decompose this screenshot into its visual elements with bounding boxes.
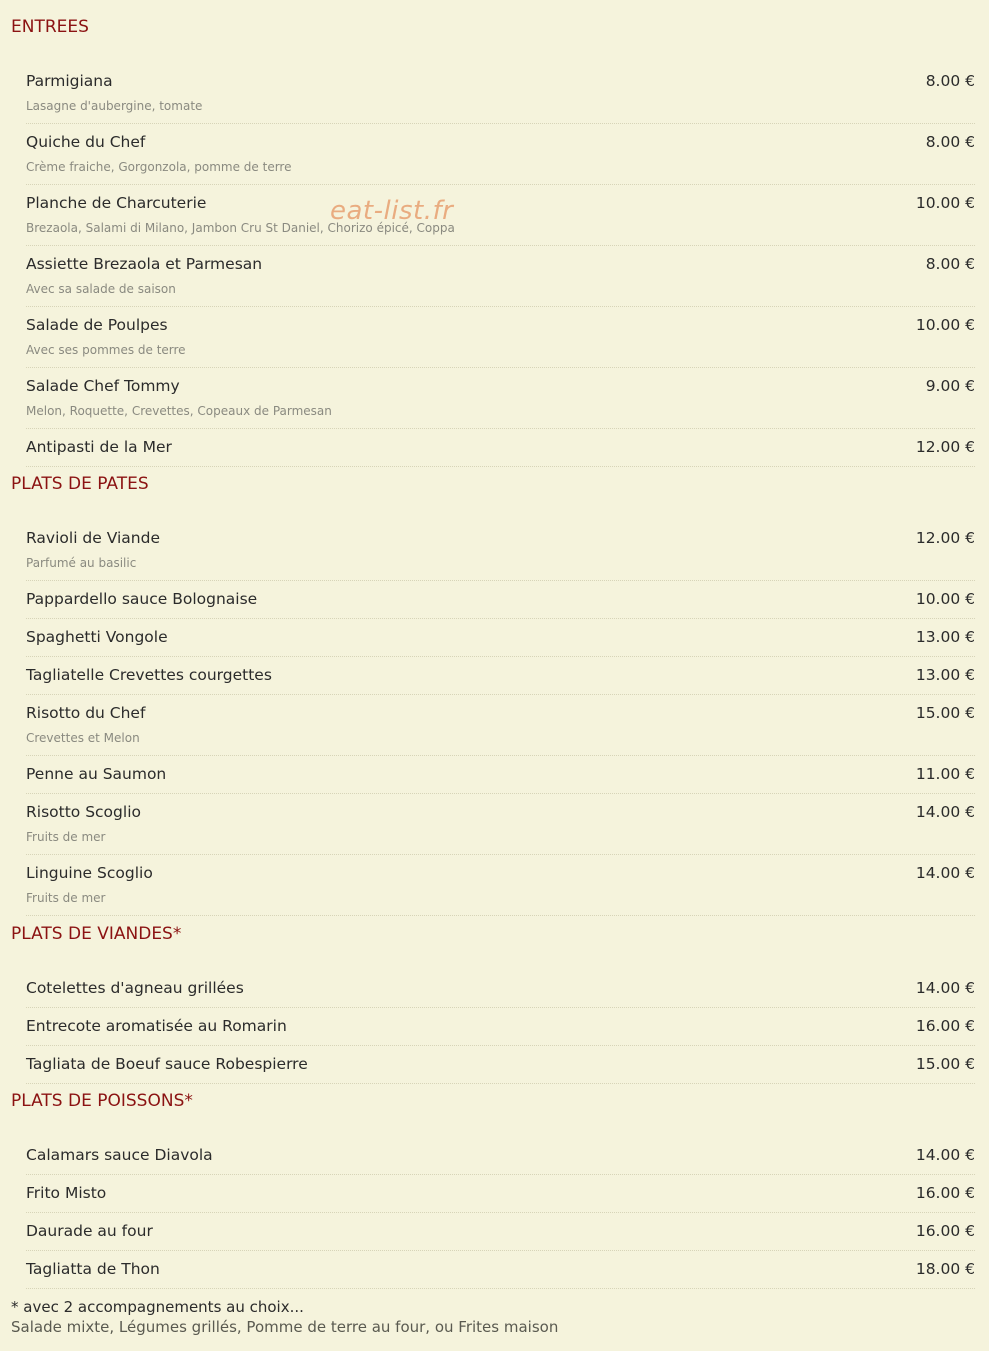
item-description: Crème fraiche, Gorgonzola, pomme de terre (26, 160, 292, 174)
item-name: Frito Misto (26, 1184, 107, 1202)
menu-item (26, 1046, 975, 1084)
item-name: Calamars sauce Diavola (26, 1146, 213, 1164)
item-name: Parmigiana (26, 72, 113, 90)
menu-item (26, 970, 975, 1008)
item-name: Risotto du Chef (26, 704, 146, 722)
item-price: 13.00 € (915, 628, 975, 646)
section-title: PLATS DE VIANDES* (11, 924, 182, 944)
item-price: 11.00 € (915, 765, 975, 783)
section-title: PLATS DE POISSONS* (11, 1091, 193, 1111)
item-name: Planche de Charcuterie (26, 194, 207, 212)
item-description: Avec ses pommes de terre (26, 343, 186, 357)
item-name: Pappardello sauce Bolognaise (26, 590, 258, 608)
item-price: 14.00 € (915, 1146, 975, 1164)
item-name: Tagliata de Boeuf sauce Robespierre (26, 1055, 308, 1073)
menu-item (26, 520, 975, 581)
menu-item (26, 657, 975, 695)
item-price: 15.00 € (915, 704, 975, 722)
section-entrees (0, 13, 989, 467)
footnote (11, 1297, 558, 1337)
item-price: 16.00 € (915, 1222, 975, 1240)
item-description: Lasagne d'aubergine, tomate (26, 99, 203, 113)
item-list (26, 520, 975, 916)
item-list (26, 1137, 975, 1289)
item-name: Linguine Scoglio (26, 864, 153, 882)
item-name: Tagliatta de Thon (26, 1260, 160, 1278)
item-price: 8.00 € (925, 133, 975, 151)
section-title: PLATS DE PATES (11, 474, 149, 494)
item-description: Crevettes et Melon (26, 731, 140, 745)
item-price: 8.00 € (925, 255, 975, 273)
item-name: Tagliatelle Crevettes courgettes (26, 666, 272, 684)
item-price: 10.00 € (915, 590, 975, 608)
item-name: Risotto Scoglio (26, 803, 141, 821)
item-price: 15.00 € (915, 1055, 975, 1073)
item-price: 18.00 € (915, 1260, 975, 1278)
item-description: Fruits de mer (26, 830, 106, 844)
item-price: 14.00 € (915, 979, 975, 997)
item-price: 9.00 € (925, 377, 975, 395)
item-description: Brezaola, Salami di Milano, Jambon Cru St Daniel, Chorizo épicé, Coppa (26, 221, 455, 235)
menu-item (26, 1137, 975, 1175)
item-price: 12.00 € (915, 438, 975, 456)
item-price: 8.00 € (925, 72, 975, 90)
item-name: Penne au Saumon (26, 765, 167, 783)
item-name: Entrecote aromatisée au Romarin (26, 1017, 287, 1035)
item-name: Ravioli de Viande (26, 529, 160, 547)
item-price: 16.00 € (915, 1017, 975, 1035)
item-name: Assiette Brezaola et Parmesan (26, 255, 263, 273)
menu-item (26, 185, 975, 246)
menu-item (26, 695, 975, 756)
item-price: 13.00 € (915, 666, 975, 684)
item-price: 14.00 € (915, 864, 975, 882)
item-price: 12.00 € (915, 529, 975, 547)
menu-item (26, 368, 975, 429)
footnote-line-1: * avec 2 accompagnements au choix... (11, 1298, 304, 1316)
section-title: ENTREES (11, 17, 89, 37)
item-price: 10.00 € (915, 194, 975, 212)
item-description: Melon, Roquette, Crevettes, Copeaux de Parmesan (26, 404, 332, 418)
menu-item (26, 1251, 975, 1289)
item-list (26, 63, 975, 467)
item-name: Daurade au four (26, 1222, 153, 1240)
footnote-line-2: Salade mixte, Légumes grillés, Pomme de terre au four, ou Frites maison (11, 1318, 559, 1336)
menu-item (26, 794, 975, 855)
menu-item (26, 124, 975, 185)
menu-item (26, 246, 975, 307)
item-price: 10.00 € (915, 316, 975, 334)
item-name: Salade Chef Tommy (26, 377, 180, 395)
section-plats-de-pates (0, 470, 989, 916)
watermark: eat-list.fr (330, 196, 454, 226)
item-name: Salade de Poulpes (26, 316, 168, 334)
menu-item (26, 307, 975, 368)
item-price: 16.00 € (915, 1184, 975, 1202)
item-name: Spaghetti Vongole (26, 628, 168, 646)
menu-item (26, 1175, 975, 1213)
item-name: Antipasti de la Mer (26, 438, 172, 456)
item-name: Quiche du Chef (26, 133, 146, 151)
item-name: Cotelettes d'agneau grillées (26, 979, 244, 997)
section-plats-de-viandes (0, 920, 989, 1084)
menu-item (26, 1213, 975, 1251)
section-plats-de-poissons (0, 1087, 989, 1289)
menu-item (26, 63, 975, 124)
menu-item (26, 581, 975, 619)
item-description: Parfumé au basilic (26, 556, 137, 570)
menu-item (26, 619, 975, 657)
item-list (26, 970, 975, 1084)
item-description: Fruits de mer (26, 891, 106, 905)
menu-item (26, 855, 975, 916)
item-description: Avec sa salade de saison (26, 282, 176, 296)
menu-item (26, 1008, 975, 1046)
menu-item (26, 429, 975, 467)
item-price: 14.00 € (915, 803, 975, 821)
menu-item (26, 756, 975, 794)
